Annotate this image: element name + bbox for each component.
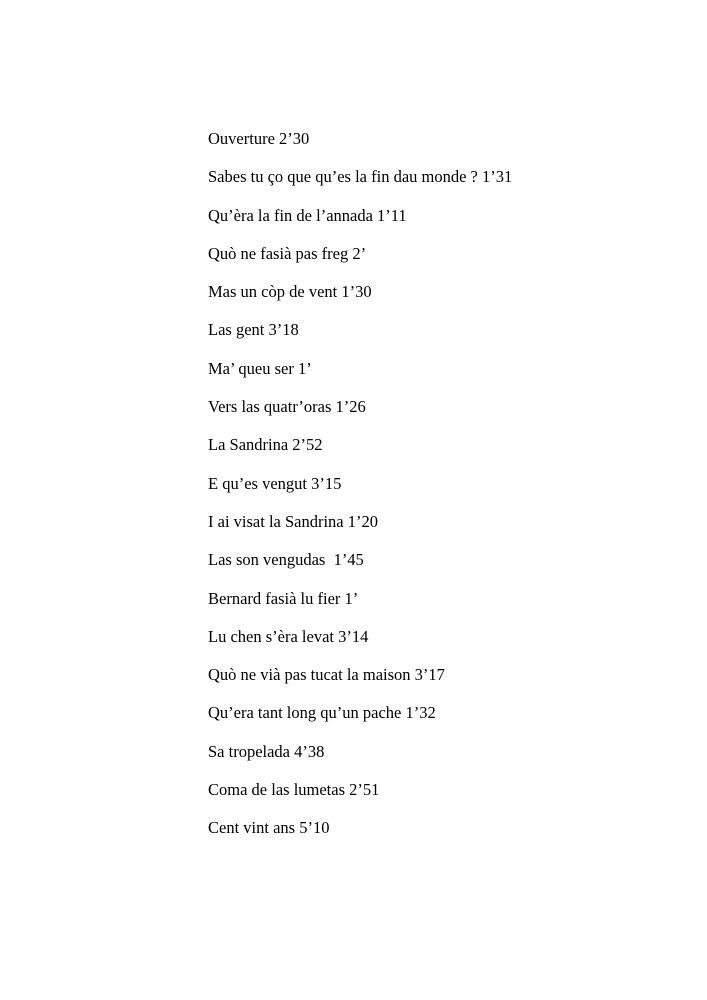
track-item: Cent vint ans 5’10: [208, 818, 330, 838]
track-item: Quò ne vià pas tucat la maison 3’17: [208, 665, 445, 685]
track-item: Vers las quatr’oras 1’26: [208, 397, 366, 417]
track-item: Sa tropelada 4’38: [208, 741, 325, 761]
track-item: Lu chen s’èra levat 3’14: [208, 626, 369, 646]
track-item: Ma’ queu ser 1’: [208, 358, 312, 378]
track-item: Coma de las lumetas 2’51: [208, 780, 380, 800]
track-item: Qu’èra la fin de l’annada 1’11: [208, 205, 407, 225]
track-item: Las gent 3’18: [208, 320, 299, 340]
track-item: Ouverture 2’30: [208, 129, 310, 148]
track-item: La Sandrina 2’52: [208, 435, 323, 455]
track-item: E qu’es vengut 3’15: [208, 473, 342, 493]
track-item: Sabes tu ço que qu’es la fin dau monde ? 1’31: [208, 167, 513, 187]
track-item: Las son vengudas 1’45: [208, 550, 364, 570]
track-item: Bernard fasià lu fier 1’: [208, 588, 359, 608]
track-list: [208, 127, 678, 855]
track-item: Mas un còp de vent 1’30: [208, 282, 372, 302]
track-item: Qu’era tant long qu’un pache 1’32: [208, 703, 436, 723]
track-item: I ai visat la Sandrina 1’20: [208, 511, 378, 531]
track-item: Quò ne fasià pas freg 2’: [208, 243, 367, 263]
